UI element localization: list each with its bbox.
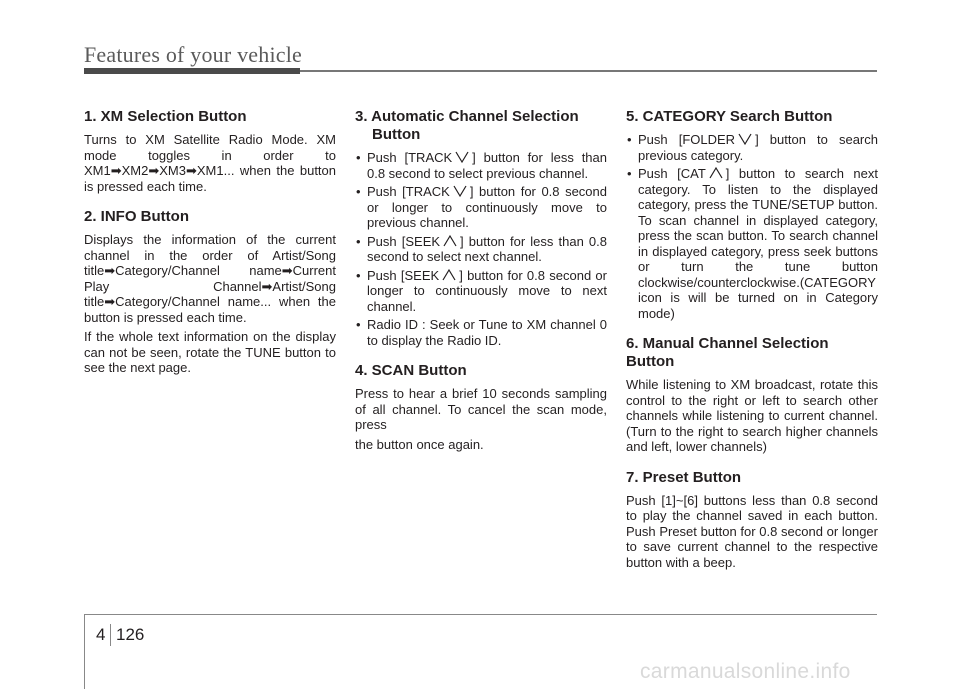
item-text: Push [FOLDER: [638, 132, 736, 147]
chevron-down-icon: [736, 132, 754, 146]
section-info-button: [84, 208, 336, 376]
heading-line: Button: [372, 126, 421, 143]
chevron-down-icon: [451, 184, 469, 198]
section-heading: 5. CATEGORY Search Button: [626, 108, 833, 125]
section-heading: 4. SCAN Button: [355, 362, 467, 379]
item-text: ] button for 0.8 second or longer to continuously move to previous channel.: [367, 184, 607, 230]
watermark: carmanualsonline.info: [640, 660, 851, 683]
column-left: [84, 108, 336, 390]
item-text: Push [TRACK: [367, 150, 453, 165]
section-heading: [355, 108, 607, 144]
header-rule: [300, 70, 877, 72]
section-body: While listening to XM broadcast, rotate this control to the right or left to search other channels while listening to current channel. (Turn to the right to search higher channels and left, lower channels): [626, 377, 878, 454]
page-number-divider: [110, 624, 111, 646]
item-text: ] button for less than 0.8 second to select next channel.: [367, 233, 607, 264]
header-bar: [84, 68, 300, 74]
item-text: Push [SEEK: [367, 233, 441, 249]
section-heading: 2. INFO Button: [84, 208, 189, 225]
chevron-down-icon: [453, 150, 471, 164]
section-automatic-channel: [355, 108, 607, 348]
footer-rule: [84, 614, 877, 615]
page-title: Features of your vehicle: [84, 42, 303, 67]
footer-margin-line: [84, 615, 85, 689]
column-middle: [355, 108, 607, 466]
section-category-search: [626, 108, 878, 321]
item-text: Push [SEEK: [367, 267, 440, 283]
column-right: [626, 108, 878, 584]
page-number: 126: [116, 625, 145, 644]
section-heading: 1. XM Selection Button: [84, 108, 247, 125]
section-xm-selection: [84, 108, 336, 194]
list-item: [355, 317, 607, 348]
list-item: [355, 234, 607, 265]
chevron-up-icon: [707, 166, 725, 180]
section-body: Displays the information of the current channel in the order of Artist/Song title➡Category/Channel name➡Current Play Channel➡Artist/Song title➡Category/Channel name... when the button is pressed each time.: [84, 232, 336, 325]
item-text: Push [CAT: [638, 166, 706, 181]
bullet-list: [355, 150, 607, 348]
list-item: [355, 150, 607, 181]
section-body: Press to hear a brief 10 seconds sampling of all channel. To cancel the scan mode, press: [355, 386, 607, 432]
section-heading: 6. Manual Channel Selection Button: [626, 335, 829, 370]
section-scan-button: [355, 362, 607, 452]
heading-line: 3. Automatic Channel Selection: [355, 108, 579, 125]
section-manual-channel: [626, 335, 878, 455]
chevron-up-icon: [441, 234, 459, 248]
section-preset-button: [626, 469, 878, 571]
section-body: Push [1]~[6] buttons less than 0.8 second to play the channel saved in each button. Push Preset button for 0.8 second or longer to save current channel to the respective button with a beep.: [626, 492, 878, 570]
item-text: Push [TRACK: [367, 184, 450, 199]
chevron-up-icon: [440, 268, 458, 282]
item-text: Radio ID : Seek or Tune to XM channel 0 to display the Radio ID.: [367, 317, 607, 348]
list-item: [355, 184, 607, 231]
item-text: ] button for 0.8 second or longer to continuously move to next channel.: [367, 267, 607, 314]
section-heading: 7. Preset Button: [626, 468, 742, 486]
item-text: ] button to search next category. To listen to the displayed category, press the TUNE/SETUP button. To scan channel in displayed category, press the scan button. To search channel in displayed category, press seek buttons or turn the tune button clockwise/counterclockwise.(CATEGORY icon is will be turned on in Category mode): [638, 166, 879, 321]
item-text: ] button for less than 0.8 second to select previous channel.: [367, 150, 607, 181]
section-body: If the whole text information on the display can not be seen, rotate the TUNE button to see the next page.: [84, 329, 336, 375]
list-item: [626, 166, 878, 321]
bullet-list: [626, 132, 878, 321]
list-item: [355, 268, 607, 315]
section-body: the button once again.: [355, 436, 484, 452]
chapter-number: 4: [96, 625, 106, 644]
item-text: ] button to search previous category.: [638, 132, 878, 163]
section-body: Turns to XM Satellite Radio Mode. XM mode toggles in order to XM1➡XM2➡XM3➡XM1... when the button is pressed each time.: [84, 132, 336, 194]
list-item: [626, 132, 878, 163]
